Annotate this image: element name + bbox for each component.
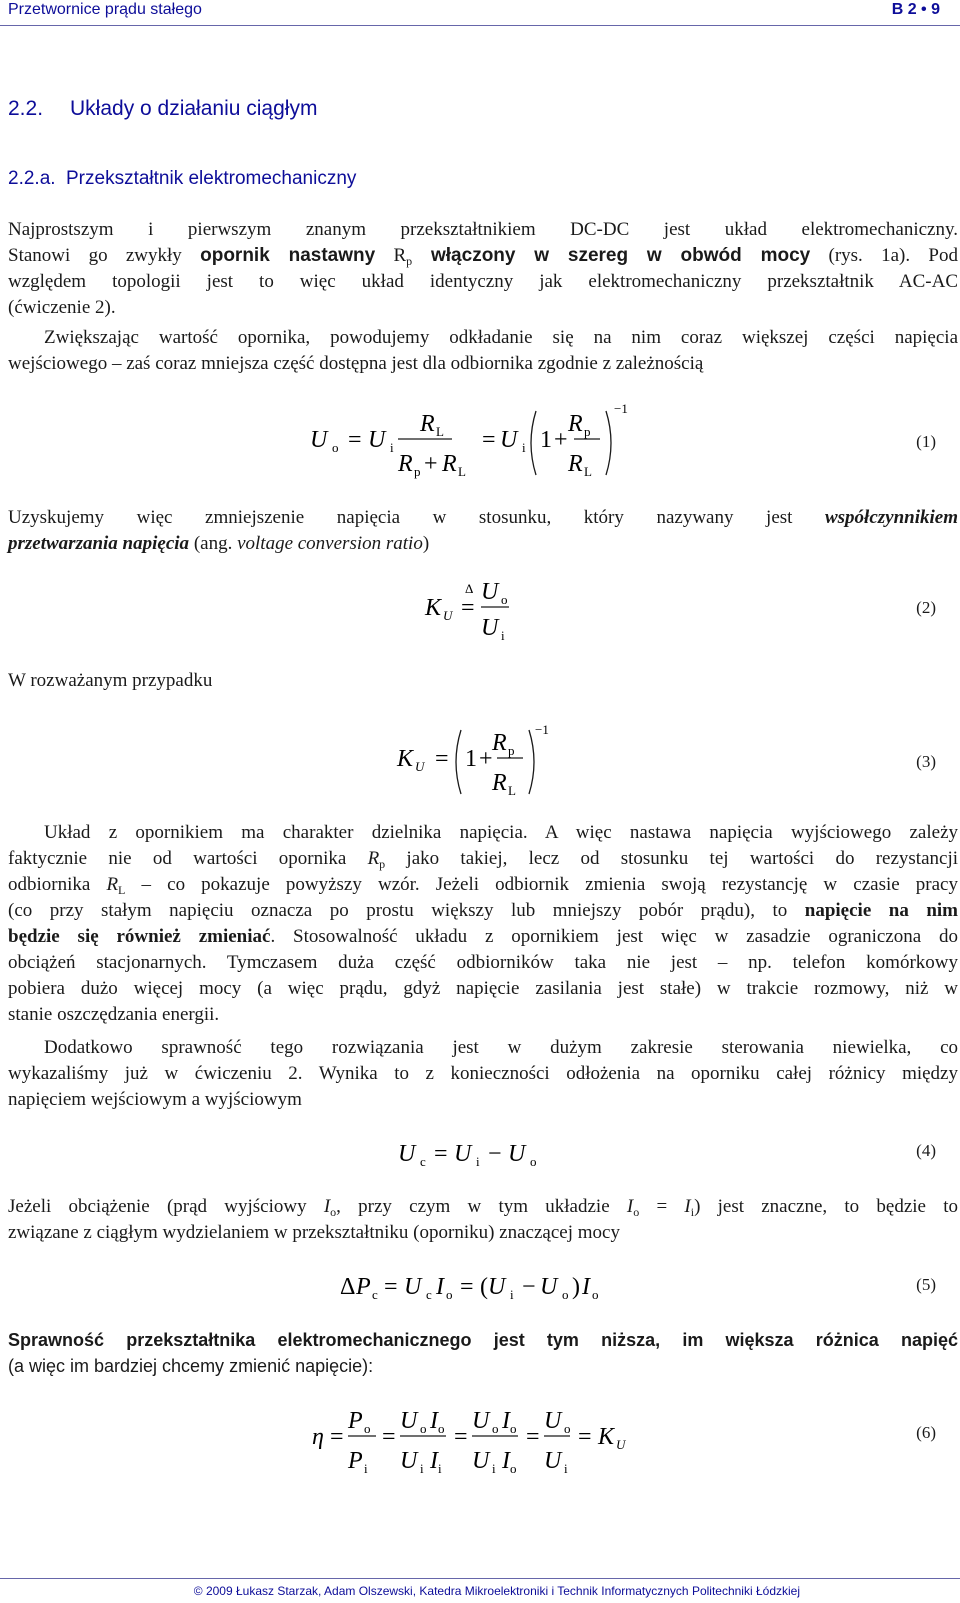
text-line: stanie oszczędzania energii. [8,1004,220,1025]
equation-5-formula [340,1268,600,1308]
svg-text:=: = [382,1424,396,1450]
svg-text:L: L [584,464,592,479]
svg-text:=: = [384,1274,398,1300]
svg-text:o: o [420,1421,427,1436]
svg-text:P: P [356,1274,371,1300]
text-line: Najprostszym i pierwszym znanym przekształtnikiem DC-DC jest układ elektromechaniczny. [8,219,958,240]
svg-text:+: + [479,746,493,772]
svg-text:i: i [476,1154,480,1169]
equation-5-number: (5) [916,1275,936,1294]
svg-text:p: p [584,424,591,439]
subsection-title: Przekształtnik elektromechaniczny [66,168,357,189]
svg-text:U: U [398,1141,416,1167]
svg-text:p: p [508,743,515,758]
svg-text:o: o [492,1421,499,1436]
svg-text:P: P [348,1408,363,1434]
svg-text:R: R [568,411,583,437]
svg-text:o: o [501,592,508,607]
svg-text:+: + [424,451,438,477]
svg-text:U: U [400,1448,418,1474]
svg-text:U: U [472,1408,490,1434]
svg-text:i: i [501,628,505,643]
svg-text:o: o [564,1421,571,1436]
svg-text:R: R [492,730,507,756]
svg-text:U: U [443,608,453,623]
svg-text:U: U [400,1408,418,1434]
text-line: (a więc im bardziej chcemy zmienić napięcie): [8,1356,374,1376]
svg-text:U: U [310,427,328,453]
page-footer [0,1578,960,1603]
svg-text:R: R [398,451,413,477]
equation-4-formula [398,1135,558,1175]
svg-text:=: = [461,595,475,621]
equation-3-number: (3) [916,752,936,771]
text-line: obciążeń stacjonarnych. Tymczasem duża część odbiorników taka nie jest – np. telefon komórkowy [8,952,958,973]
svg-text:o: o [364,1421,371,1436]
svg-text:U: U [481,579,499,605]
svg-text:I: I [430,1408,438,1434]
text-line: Jeżeli obciążenie (prąd wyjściowy $I_o$, przy czym w tym układzie $I_o = I_i$) jest znaczne, to będzie to [8,1196,959,1219]
svg-text:o: o [438,1421,445,1436]
svg-text:i: i [390,440,394,455]
svg-text:i: i [420,1461,424,1476]
paragraph-conversion-ratio [8,505,958,557]
svg-text:−: − [522,1274,536,1300]
svg-text:I: I [430,1448,438,1474]
svg-text:i: i [492,1461,496,1476]
text-line: (ćwiczenie 2). [8,297,116,318]
svg-text:η: η [312,1424,324,1450]
svg-text:U: U [500,427,518,453]
svg-text:R: R [420,411,435,437]
svg-text:c: c [420,1154,426,1169]
svg-text:U: U [544,1448,562,1474]
equation-1-formula [310,397,640,487]
equation-2-number: (2) [916,598,936,617]
svg-text:o: o [510,1421,517,1436]
text-line: pobiera dużo więcej mocy (a więc prądu, gdyż napięcie zasilania jest stałe) w trakcie rozmowy, niż w [8,978,958,999]
svg-text:o: o [446,1287,453,1302]
svg-text:o: o [510,1461,517,1476]
svg-text:1: 1 [540,427,552,453]
text-line: W rozważanym przypadku [8,670,213,691]
equation-6-number: (6) [916,1423,936,1442]
svg-text:U: U [472,1448,490,1474]
text-line: wejściowego – zaś coraz mniejsza część dostępna jest dla odbiornika zgodnie z zależnością [8,353,704,374]
svg-text:o: o [332,440,339,455]
subsection-heading [8,168,356,190]
header-divider [0,25,960,26]
header-title: Przetwornice prądu stałego [8,1,202,18]
svg-text:(: ( [480,1274,488,1300]
text-line: przetwarzania napięcia (ang. voltage conversion ratio) [8,533,430,554]
paragraph-efficiency [8,1035,958,1113]
svg-text:−: − [488,1141,502,1167]
svg-text:o: o [530,1154,537,1169]
svg-text:U: U [415,759,425,774]
svg-text:Δ: Δ [465,581,474,596]
svg-text:i: i [564,1461,568,1476]
svg-text:R: R [442,451,457,477]
svg-text:=: = [526,1424,540,1450]
paragraph-voltage-divider [8,820,958,1028]
svg-text:=: = [348,427,362,453]
svg-text:=: = [434,1141,448,1167]
svg-text:L: L [508,783,516,798]
svg-text:I: I [502,1448,510,1474]
svg-text:−1: −1 [614,401,628,416]
paragraph-case [8,668,958,694]
equation-2-formula [425,575,535,645]
text-line: napięciem wejściowym a wyjściowym [8,1089,302,1110]
text-line: Dodatkowo sprawność tego rozwiązania jest w dużym zakresie sterowania niewielka, co [44,1037,958,1058]
equation-3 [397,720,557,807]
svg-text:U: U [488,1274,506,1300]
svg-text:U: U [540,1274,558,1300]
section-number: 2.2. [8,97,44,120]
paragraph-load-current [8,1194,958,1246]
svg-text:o: o [562,1287,569,1302]
svg-text:U: U [544,1408,562,1434]
equation-4-number: (4) [916,1141,936,1160]
svg-text:i: i [438,1461,442,1476]
section-title: Układy o działaniu ciągłym [70,97,318,120]
svg-text:c: c [372,1287,378,1302]
page-header [0,0,960,26]
svg-text:U: U [481,615,499,641]
svg-text:I: I [436,1274,444,1300]
text-line: związane z ciągłym wydzielaniem w przekształtniku (oporniku) znaczącej mocy [8,1222,620,1243]
svg-text:L: L [436,424,444,439]
equation-6-formula [312,1398,652,1478]
svg-text:=: = [435,746,449,772]
text-line: (co przy stałym napięciu oznacza po prostu większy lub mniejszy pobór prądu), to napięcie na nim [8,900,958,921]
svg-text:R: R [492,770,507,796]
section-heading [8,97,317,121]
footer-copyright: © 2009 Łukasz Starzak, Adam Olszewski, Katedra Mikroelektroniki i Technik Informatycznych Politechniki Łódzkiej [193,1584,800,1598]
svg-text:K: K [425,595,442,621]
svg-text:−1: −1 [535,722,549,737]
equation-2 [425,575,535,652]
text-line: odbiornika $R_L$ – co pokazuje powyższy wzór. Jeżeli odbiornik zmienia swoją rezystancję w czasie pracy [8,874,958,897]
footer-divider [0,1578,960,1579]
equation-1-number: (1) [916,432,936,451]
equation-1 [310,397,640,494]
paragraph-efficiency-conclusion [8,1327,958,1379]
svg-text:=: = [460,1274,474,1300]
text-line: względem topologii jest to więc układ identyczny jak elektromechaniczny przekształtnik AC-AC [8,271,958,292]
svg-text:i: i [510,1287,514,1302]
svg-text:1: 1 [465,746,477,772]
text-line: wykazaliśmy już w ćwiczeniu 2. Wynika to z konieczności odłożenia na oporniku całej różnicy między [8,1063,958,1084]
svg-text:K: K [397,746,414,772]
svg-text:K: K [598,1424,615,1450]
svg-text:I: I [502,1408,510,1434]
text-line: Sprawność przekształtnika elektromechanicznego jest tym niższa, im większa różnica napięć [8,1330,958,1350]
svg-text:p: p [414,464,421,479]
svg-text:L: L [458,464,466,479]
svg-text:+: + [554,427,568,453]
text-line: Uzyskujemy więc zmniejszenie napięcia w stosunku, który nazywany jest współczynnikiem [8,507,958,528]
svg-text:i: i [522,440,526,455]
svg-text:U: U [508,1141,526,1167]
text-line: Układ z opornikiem ma charakter dzielnika napięcia. A więc nastawa napięcia wyjściowego zależy [44,822,958,843]
svg-text:R: R [568,451,583,477]
svg-text:Δ: Δ [340,1274,356,1300]
equation-3-formula [397,720,557,800]
svg-text:I: I [582,1274,590,1300]
svg-text:U: U [454,1141,472,1167]
svg-text:U: U [616,1437,626,1452]
svg-text:U: U [404,1274,422,1300]
svg-text:=: = [454,1424,468,1450]
svg-text:=: = [578,1424,592,1450]
paragraph-divider-intro [8,325,958,377]
subsection-number: 2.2.a. [8,168,56,189]
svg-text:=: = [482,427,496,453]
svg-text:c: c [426,1287,432,1302]
svg-text:P: P [348,1448,363,1474]
text-line: Zwiększając wartość opornika, powodujemy odkładanie się na nim coraz większej części napięcia [44,327,958,348]
svg-text:=: = [330,1424,344,1450]
equation-6 [312,1398,652,1485]
text-line: Stanowi go zwykły opornik nastawny $R_p$ włączony w szereg w obwód mocy (rys. 1a). Pod [8,245,958,268]
text-line: będzie się również zmieniać. Stosowalność układu z opornikiem jest więc w zasadzie ograniczona do [8,926,959,947]
equation-5 [340,1268,600,1315]
header-page-number: B 2 • 9 [891,1,940,18]
svg-text:U: U [368,427,386,453]
svg-text:o: o [592,1287,599,1302]
svg-text:i: i [364,1461,368,1476]
paragraph-intro [8,217,958,321]
svg-text:): ) [572,1274,580,1300]
equation-4 [398,1135,558,1182]
text-line: faktycznie nie od wartości opornika $R_p$ jako takiej, lecz od stosunku tej wartości do rezystancji [8,848,958,871]
